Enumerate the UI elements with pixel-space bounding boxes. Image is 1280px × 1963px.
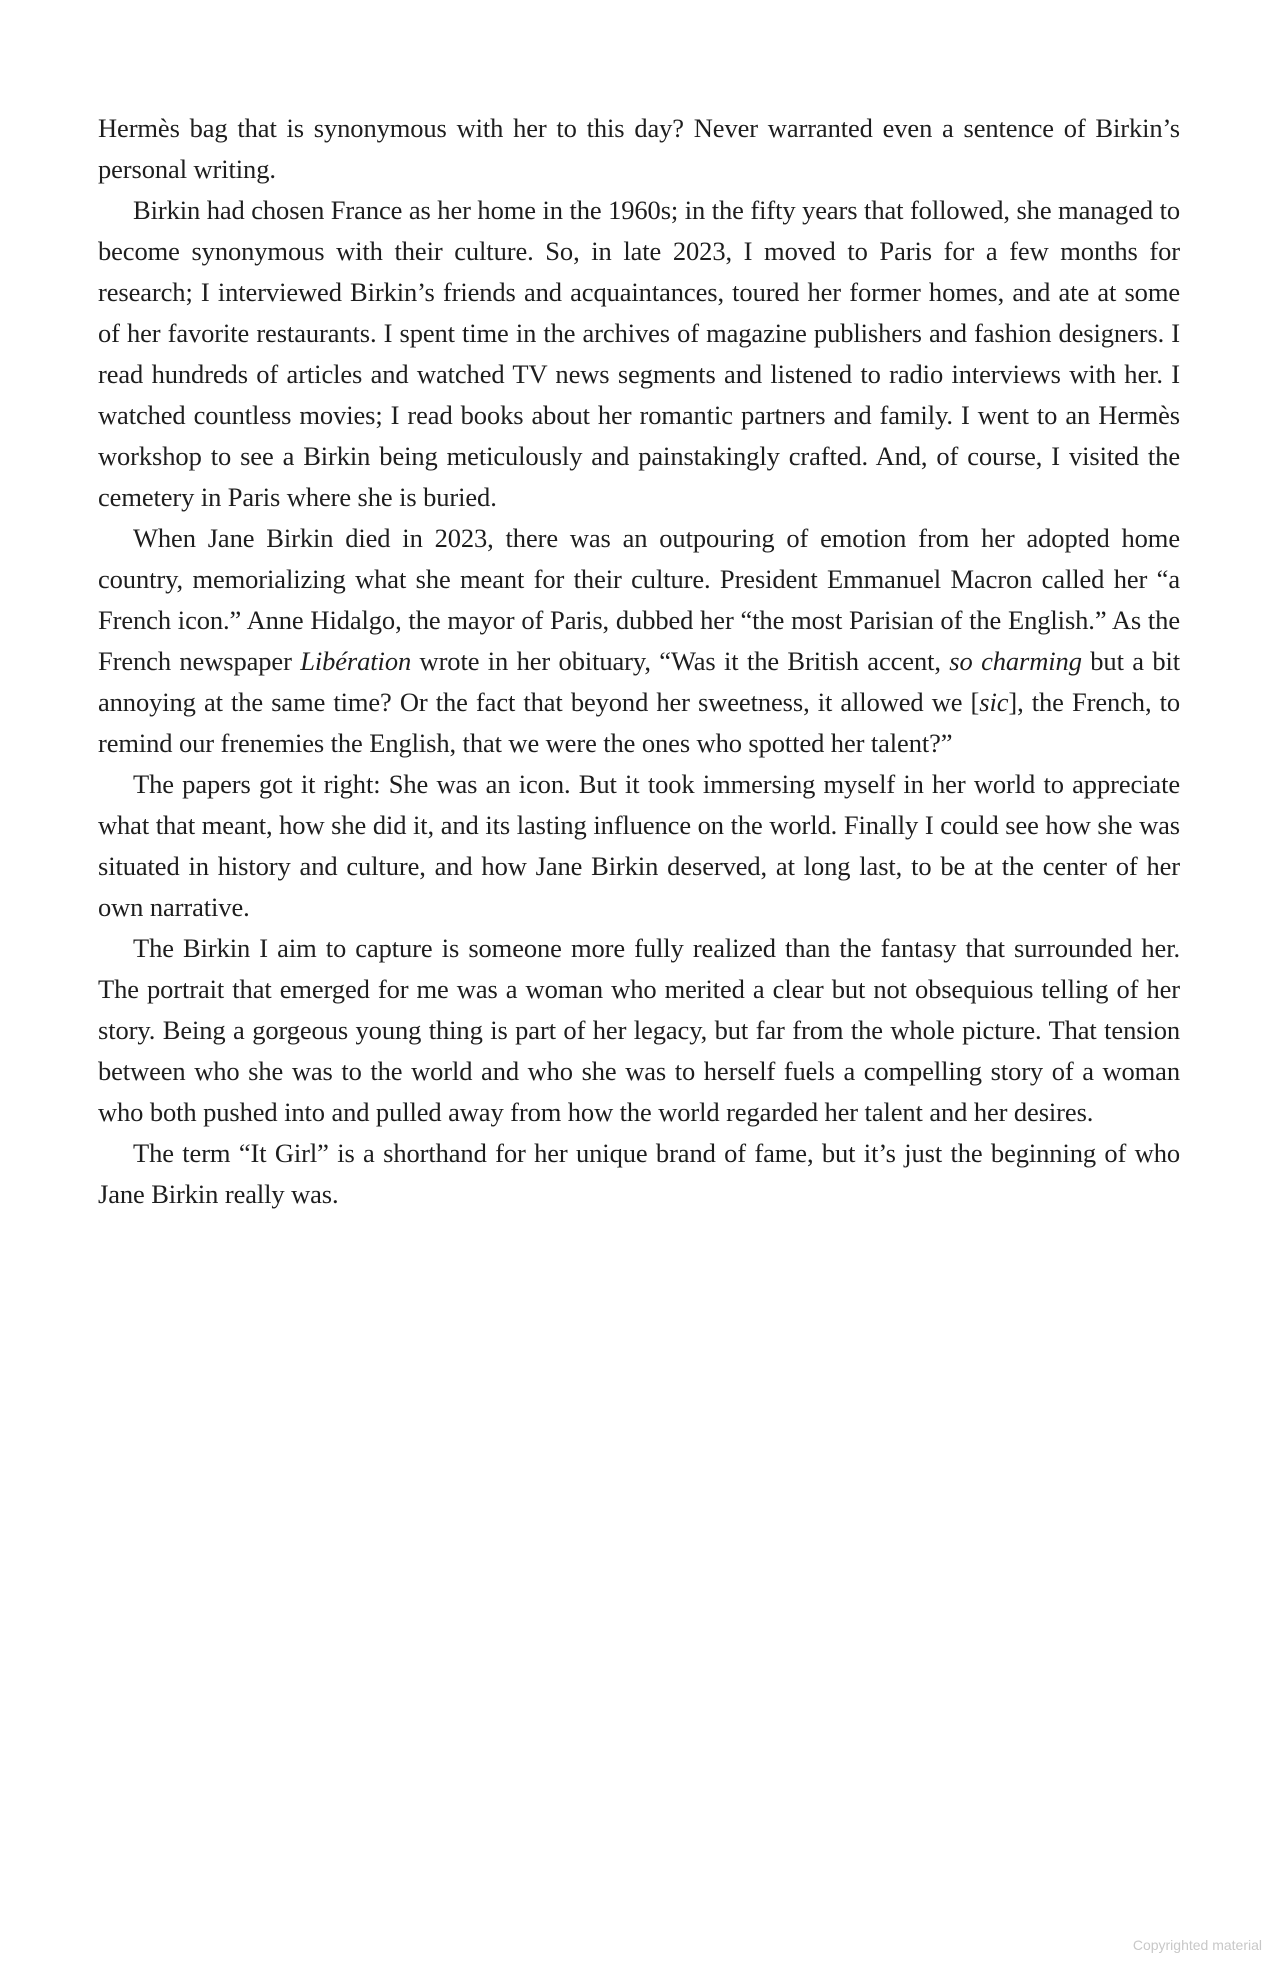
paragraph-text: The term “It Girl” is a shorthand for her unique brand of fame, but it’s just the beginning of who Jane Birkin really was. bbox=[98, 1138, 1180, 1209]
paragraph-text: but a bit annoying at the same time? Or the fact that beyond her sweetness, it allowed we [ bbox=[98, 646, 1180, 717]
paragraph-5 bbox=[98, 928, 1180, 1133]
paragraph-6 bbox=[98, 1133, 1180, 1215]
paragraph-text: Hermès bag that is synonymous with her to this day? Never warranted even a sentence of Birkin’s personal writing. bbox=[98, 113, 1180, 184]
paragraph-text: When Jane Birkin died in 2023, there was an outpouring of emotion from her adopted home country, memorializing what she meant for their culture. President Emmanuel Macron called her “a French icon.” Anne Hidalgo, the mayor of Paris, dubbed her “the most Parisian of the English.” As the French newspaper bbox=[98, 523, 1180, 676]
newspaper-title-italic: Libération bbox=[300, 646, 412, 676]
paragraph-text: The Birkin I aim to capture is someone more fully realized than the fantasy that surrounded her. The portrait that emerged for me was a woman who merited a clear but not obsequious telling of her story. Being a gorgeous young thing is part of her legacy, but far from the whole picture. That tension between who she was to the world and who she was to herself fuels a compelling story of a woman who both pushed into and pulled away from how the world regarded her talent and her desires. bbox=[98, 933, 1180, 1127]
sic-italic: sic bbox=[979, 687, 1009, 717]
paragraph-text: wrote in her obituary, “Was it the British accent, bbox=[411, 646, 950, 676]
page-body bbox=[98, 108, 1180, 1215]
paragraph-3 bbox=[98, 518, 1180, 764]
copyright-notice: Copyrighted material bbox=[1132, 1937, 1262, 1953]
paragraph-1 bbox=[98, 108, 1180, 190]
paragraph-4 bbox=[98, 764, 1180, 928]
paragraph-2 bbox=[98, 190, 1180, 518]
paragraph-text: Birkin had chosen France as her home in the 1960s; in the fifty years that followed, she managed to become synonymous with their culture. So, in late 2023, I moved to Paris for a few months for research; I interviewed Birkin’s friends and acquaintances, toured her former homes, and ate at some of her favorite restaurants. I spent time in the archives of magazine publishers and fashion designers. I read hundreds of articles and watched TV news segments and listened to radio interviews with her. I watched countless movies; I read books about her romantic partners and family. I went to an Hermès workshop to see a Birkin being meticulously and painstakingly crafted. And, of course, I visited the cemetery in Paris where she is buried. bbox=[98, 195, 1180, 512]
paragraph-text: The papers got it right: She was an icon. But it took immersing myself in her world to appreciate what that meant, how she did it, and its lasting influence on the world. Finally I could see how she was situated in history and culture, and how Jane Birkin deserved, at long last, to be at the center of her own narrative. bbox=[98, 769, 1180, 922]
quote-italic: so charming bbox=[949, 646, 1082, 676]
paragraph-text: ], the French, to remind our frenemies the English, that we were the ones who spotted her talent?” bbox=[98, 687, 1181, 758]
